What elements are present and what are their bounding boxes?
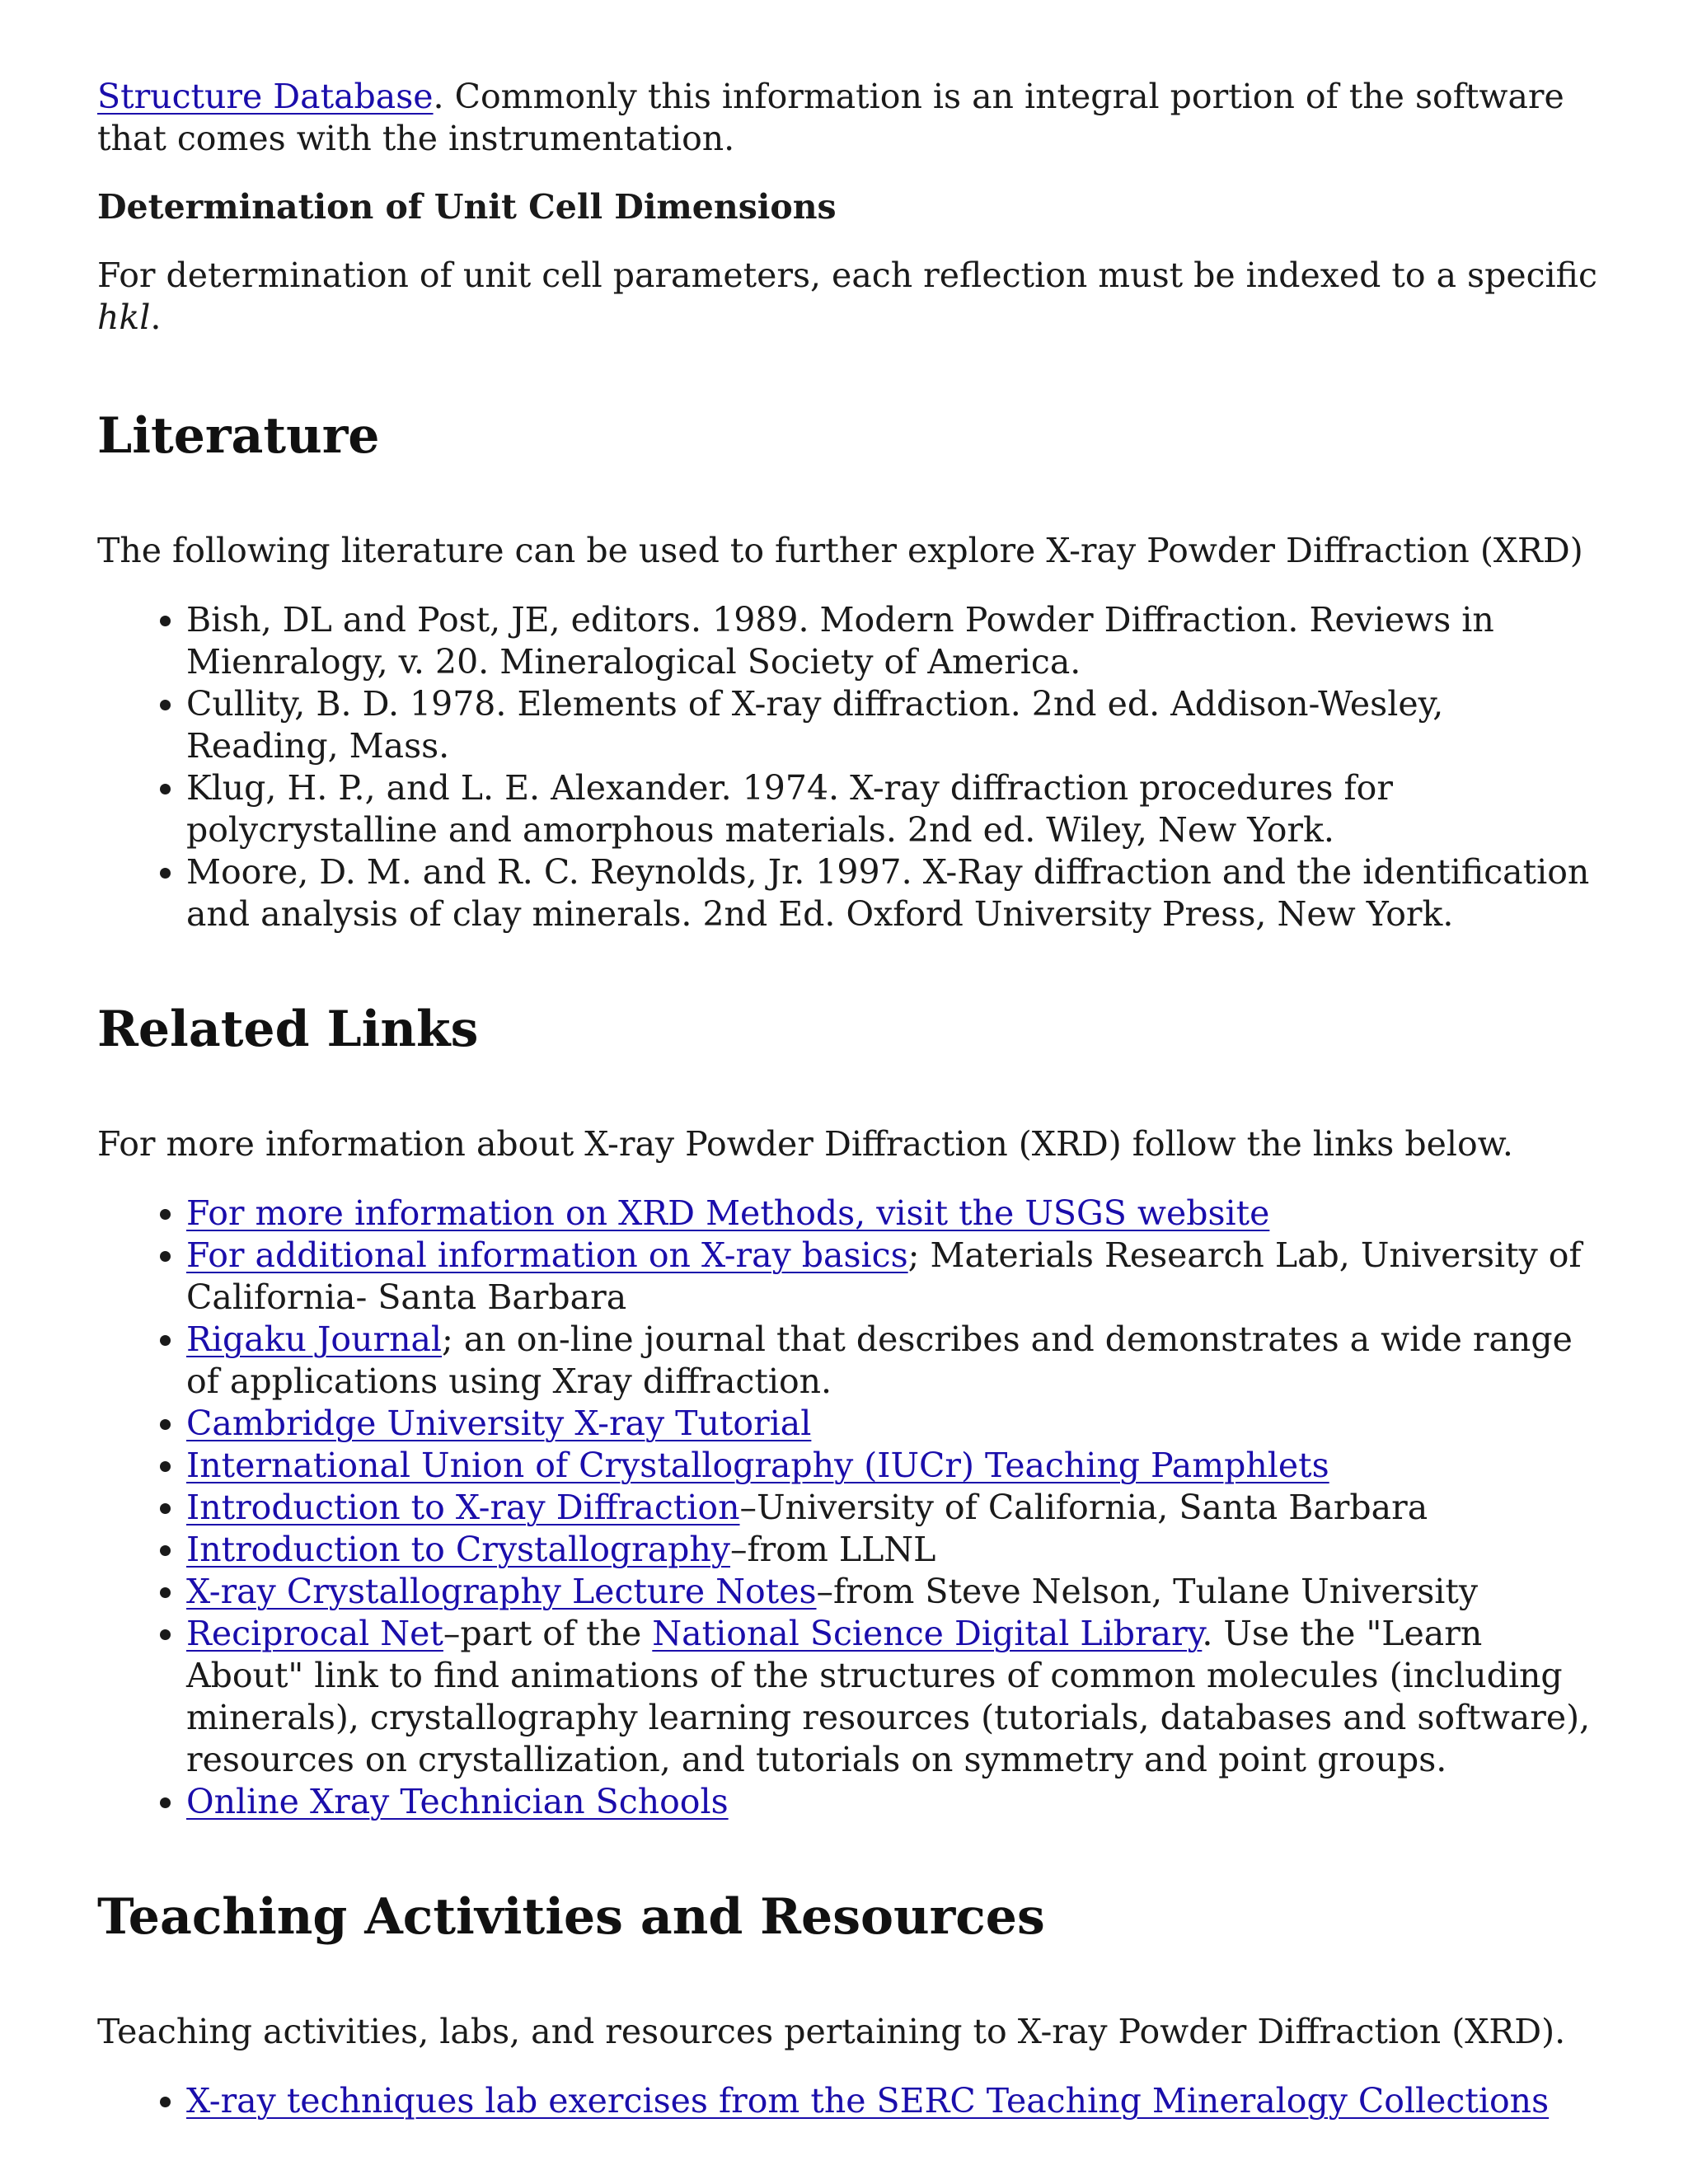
usgs-xrd-link[interactable]: For more information on XRD Methods, visit the USGS website <box>186 1193 1270 1233</box>
rigaku-journal-link[interactable]: Rigaku Journal <box>186 1319 443 1359</box>
related-link-description: ; an on-line journal that describes and demonstrates a wide range of applications using Xray diffraction. <box>186 1319 1573 1401</box>
related-link-item <box>186 1613 1597 1781</box>
related-link-item <box>186 1235 1597 1319</box>
structure-database-link[interactable]: Structure Database <box>97 77 434 116</box>
related-links-intro: For more information about X-ray Powder Diffraction (XRD) follow the links below. <box>97 1124 1513 1164</box>
unit-cell-text: For determination of unit cell parameters, each reflection must be indexed to a specific <box>97 255 1597 295</box>
xray-schools-link[interactable]: Online Xray Technician Schools <box>186 1782 729 1821</box>
related-link-item <box>186 1445 1597 1487</box>
related-link-item <box>186 1193 1597 1235</box>
related-link-description: ; Materials Research Lab, University of California- Santa Barbara <box>186 1235 1582 1317</box>
related-link-item <box>186 1403 1597 1445</box>
literature-heading: Literature <box>97 407 380 465</box>
article-body <box>97 76 1597 2122</box>
xray-basics-link[interactable]: For additional information on X-ray basics <box>186 1235 908 1275</box>
teaching-item <box>186 2080 1597 2122</box>
literature-item: • Moore, D. M. and R. C. Reynolds, Jr. 1997. X-Ray diffraction and the identification and analysis of clay minerals. 2nd Ed. Oxford University Press, New York. <box>186 851 1597 935</box>
reciprocal-net-link[interactable]: Reciprocal Net <box>186 1614 443 1653</box>
top-paragraph <box>97 76 1597 160</box>
related-link-item <box>186 1781 1597 1823</box>
serc-lab-exercises-link[interactable]: X-ray techniques lab exercises from the SERC Teaching Mineralogy Collections <box>186 2081 1550 2121</box>
related-link-item <box>186 1487 1597 1529</box>
teaching-intro: Teaching activities, labs, and resources pertaining to X-ray Powder Diffraction (XRD). <box>97 2012 1566 2051</box>
unit-cell-period: . <box>150 298 162 337</box>
cambridge-tutorial-link[interactable]: Cambridge University X-ray Tutorial <box>186 1404 812 1443</box>
related-link-item <box>186 1529 1597 1571</box>
related-link-description: –part of the <box>443 1614 653 1653</box>
related-link-description: –from Steve Nelson, Tulane University <box>816 1572 1479 1611</box>
unit-cell-paragraph <box>97 255 1597 339</box>
literature-intro: The following literature can be used to further explore X-ray Powder Diffraction (XRD) <box>97 531 1583 570</box>
related-link-item <box>186 1319 1597 1403</box>
teaching-heading: Teaching Activities and Resources <box>97 1888 1045 1946</box>
related-links-heading: Related Links <box>97 1001 479 1058</box>
teaching-list <box>97 2080 1597 2122</box>
related-link-item <box>186 1571 1597 1613</box>
unit-cell-heading: Determination of Unit Cell Dimensions <box>97 187 837 227</box>
hkl-term: hkl <box>97 298 151 337</box>
related-link-description: . Use the "Learn About" link to find animations of the structures of common molecules (including minerals), crystallography learning resources (tutorials, databases and software), resources on crystallization, and tutorials on symmetry and point groups. <box>186 1614 1591 1779</box>
lecture-notes-link[interactable]: X-ray Crystallography Lecture Notes <box>186 1572 817 1611</box>
intro-xray-diffraction-link[interactable]: Introduction to X-ray Diffraction <box>186 1488 740 1527</box>
literature-item: • Klug, H. P., and L. E. Alexander. 1974. X-ray diffraction procedures for polycrystalline and amorphous materials. 2nd ed. Wiley, New York. <box>186 767 1597 851</box>
related-link-description: –University of California, Santa Barbara <box>739 1488 1428 1527</box>
related-links-list <box>97 1193 1597 1823</box>
related-link-description: –from LLNL <box>729 1530 936 1569</box>
literature-list <box>97 599 1597 935</box>
literature-item: • Bish, DL and Post, JE, editors. 1989. Modern Powder Diffraction. Reviews in Mienralogy, v. 20. Mineralogical Society of America. <box>186 599 1597 683</box>
iucr-pamphlets-link[interactable]: International Union of Crystallography (IUCr) Teaching Pamphlets <box>186 1446 1329 1485</box>
top-paragraph-text: . Commonly this information is an integral portion of the software that comes with the instrumentation. <box>97 77 1564 158</box>
nsdl-link[interactable]: National Science Digital Library <box>652 1614 1203 1653</box>
literature-item: • Cullity, B. D. 1978. Elements of X-ray diffraction. 2nd ed. Addison-Wesley, Reading, Mass. <box>186 683 1597 767</box>
intro-crystallography-link[interactable]: Introduction to Crystallography <box>186 1530 730 1569</box>
